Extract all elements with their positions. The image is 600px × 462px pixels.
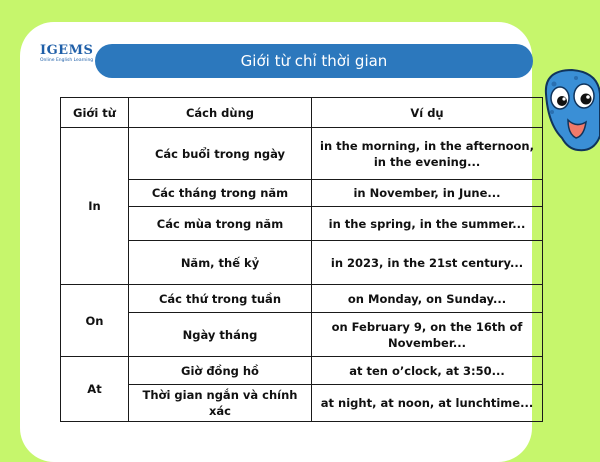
- example-cell: at night, at noon, at lunchtime...: [312, 385, 543, 422]
- table-row: [61, 357, 543, 385]
- usage-cell: Giờ đồng hồ: [129, 357, 312, 385]
- preposition-in: In: [61, 128, 129, 285]
- table-header-row: [61, 98, 543, 128]
- example-cell: in the spring, in the summer...: [312, 207, 543, 241]
- table-row: [61, 313, 543, 357]
- logo-tagline: Online English Learning: [40, 58, 94, 63]
- header-usage: Cách dùng: [129, 98, 312, 128]
- usage-cell: Năm, thế kỷ: [129, 241, 312, 285]
- logo-name: IGEMS: [40, 43, 94, 58]
- usage-cell: Các tháng trong năm: [129, 180, 312, 207]
- example-cell: on Monday, on Sunday...: [312, 285, 543, 313]
- table-row: [61, 180, 543, 207]
- usage-cell: Các buổi trong ngày: [129, 128, 312, 180]
- example-cell: at ten o’clock, at 3:50...: [312, 357, 543, 385]
- usage-cell: Các mùa trong năm: [129, 207, 312, 241]
- example-cell: in the morning, in the afternoon, in the evening...: [312, 128, 543, 180]
- igems-logo: [40, 44, 100, 76]
- table-row: [61, 241, 543, 285]
- example-cell: in November, in June...: [312, 180, 543, 207]
- page-title: Giới từ chỉ thời gian: [95, 44, 533, 78]
- preposition-at: At: [61, 357, 129, 422]
- example-cell: on February 9, on the 16th of November...: [312, 313, 543, 357]
- preposition-on: On: [61, 285, 129, 357]
- table-row: [61, 207, 543, 241]
- header-preposition: Giới từ: [61, 98, 129, 128]
- prepositions-table: [60, 97, 543, 422]
- usage-cell: Thời gian ngắn và chính xác: [129, 385, 312, 422]
- table-row: [61, 385, 543, 422]
- table-row: [61, 285, 543, 313]
- example-cell: in 2023, in the 21st century...: [312, 241, 543, 285]
- usage-cell: Các thứ trong tuần: [129, 285, 312, 313]
- header-example: Ví dụ: [312, 98, 543, 128]
- blue-alien-mascot-icon: [538, 64, 600, 154]
- usage-cell: Ngày tháng: [129, 313, 312, 357]
- table-row: [61, 128, 543, 180]
